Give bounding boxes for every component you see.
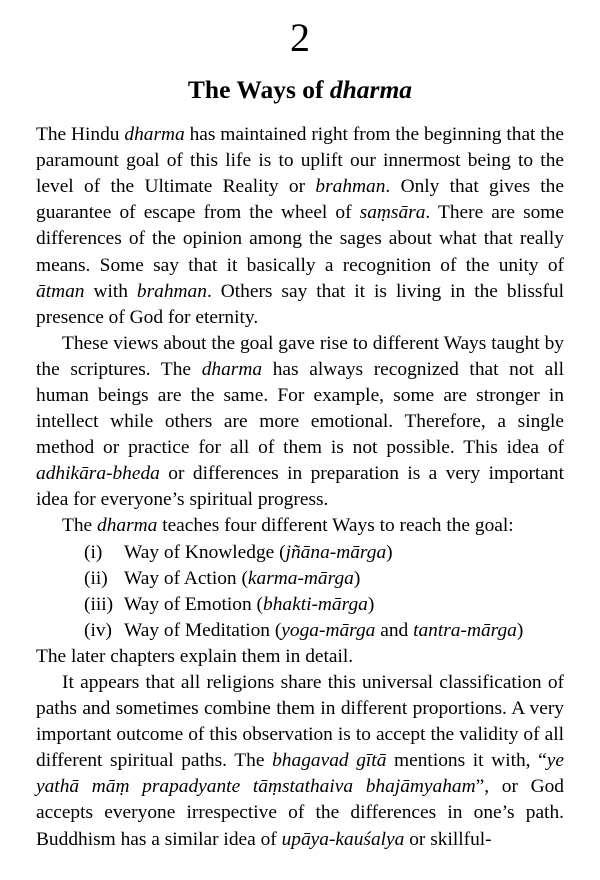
text-run: ”, or God accepts everyone irrespective of the differences in one’s path. Buddhism has a similar idea of [36,776,564,850]
list-item-label [124,566,564,592]
text-run: Way of Knowledge ( [124,541,286,563]
italic-term: dharma [97,515,158,537]
text-run: ) [353,567,361,589]
ways-list [36,540,564,644]
italic-term: karma-mārga [247,567,354,589]
italic-term: dharma [201,358,263,380]
chapter-title-text: The Ways of [187,75,330,104]
italic-term: dharma [124,124,185,146]
text-run: or differences in preparation is a very important idea for everyone’s spiritual progress. [36,463,564,511]
italic-term: jñāna-mārga [285,541,387,563]
list-item-label [124,592,564,618]
italic-term: ye yathā māṃ prapadyante tāṃstathaiva bhajāmyaham [36,750,564,798]
italic-term: yoga-mārga [281,619,376,641]
list-item-numeral: (ii) [84,567,108,589]
text-run: or skillful- [404,828,492,850]
text-run: with [84,280,137,302]
text-run: ) [516,619,524,641]
italic-term: adhikāra-bheda [36,463,160,485]
text-run: has maintained right from the beginning that the paramount goal of this life is to uplift our innermost being to the level of the Ultimate Reality or [36,124,564,198]
text-run: has always recognized that not all human beings are the same. For example, some are stronger in intellect while others are more emotional. Therefore, a single method or practice for all of them is not possible. This idea of [36,358,564,459]
list-item [36,540,564,566]
text-run: ) [386,541,393,563]
chapter-title-plain [188,75,330,104]
paragraph-5 [36,670,564,853]
paragraph-4 [36,644,564,670]
text-run: Way of Action ( [124,567,248,589]
italic-term: brahman [315,176,386,198]
text-run: It appears that all religions share this universal classification of paths and sometimes combine them in different proportions. A very important outcome of this observation is to accept the validity of all different spiritual paths. The [36,672,564,772]
text-run: Way of Emotion ( [124,593,263,615]
text-run: mentions it with, “ [386,750,547,772]
text-run: Way of Meditation ( [124,619,282,641]
italic-term: saṃsāra [359,202,426,224]
page-content [36,0,564,853]
chapter-title [36,58,564,110]
list-item-numeral: (iv) [84,619,112,641]
text-run: . Others say that it is living in the blissful presence of God for eternity. [36,280,564,328]
text-run: The [62,515,97,537]
list-item [36,566,564,592]
italic-term: bhagavad gītā [272,750,387,772]
text-run: The Hindu [36,124,125,146]
text-run: and [375,619,414,641]
paragraph-2 [36,331,564,514]
chapter-title-italic: dharma [329,75,413,104]
text-run: ) [367,593,375,615]
italic-term: tantra-mārga [413,619,517,641]
text-run: The later chapters explain them in detail. [36,645,354,667]
list-item-numeral: (iii) [84,593,114,615]
list-item [36,592,564,618]
list-item-label [124,540,564,566]
list-item [36,618,564,644]
paragraph-1 [36,122,564,331]
list-item-numeral: (i) [84,541,103,563]
chapter-number: 2 [290,15,310,60]
text-run: . There are some differences of the opinion among the sages about what that really means. Some say that it basically a recognition of the unity of [36,202,564,276]
text-run: . Only that gives the guarantee of escape from the wheel of [36,176,564,224]
italic-term: ātman [36,280,85,302]
text-run: These views about the goal gave rise to different Ways taught by the scriptures. The [36,332,564,380]
italic-term: brahman [136,280,207,302]
italic-term: bhakti-mārga [263,593,368,615]
paragraph-3-list-intro [36,513,564,539]
italic-term: upāya-kauśalya [281,828,405,850]
text-run: teaches four different Ways to reach the goal: [157,515,514,537]
list-item-label [124,618,564,644]
